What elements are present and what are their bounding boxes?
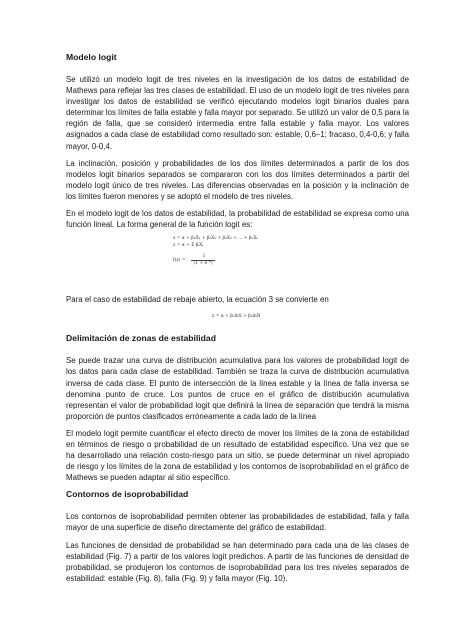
- paragraph-5: Se puede trazar una curva de distribución acumulativa para los valores de probabilidad logit de los datos para cada clase de estabilidad. También se traza la curva de distribución acumulativa inversa de cada clase. El punto de intersección de la línea estable y la línea de falla inversa se denomina punto de cruce. Los puntos de cruce en el gráfico de distribución acumulativa representan el valor de probabilidad logit que definirá la línea de separación que tendrá la misma proporción de puntos clasificados erróneamente a cada lado de la línea: [66, 356, 409, 421]
- paragraph-8: Las funciones de densidad de probabilidad se han determinado para cada una de las clases de estabilidad (Fig. 7) a partir de los valores logit predichos. A partir de las funciones de densidad de probabilidad, se produjeron los contornos de isoprobabilidad para los tres niveles separados de estabilidad: estable (Fig. 8), falla (Fig. 9) y falla mayor (Fig. 10).: [66, 540, 409, 583]
- formula-sum-z: z = α + Σ βᵢXᵢ: [173, 243, 204, 249]
- document-body: [66, 52, 409, 590]
- formula-equation-3: z = α + β₁lnS + β₂lnN: [212, 314, 261, 320]
- formula-f-numerator: 1: [202, 254, 206, 260]
- logit-formula-block: [66, 236, 409, 294]
- equation-3-block: [66, 311, 409, 325]
- formula-linear-z: z = α + β₁X₁ + β₂X₂ + β₃X₃ + ... + βₙXₙ: [173, 236, 259, 242]
- section-title-contornos: Contornos de isoprobabilidad: [66, 489, 189, 500]
- paragraph-3: En el modelo logit de los datos de estabilidad, la probabilidad de estabilidad se expresa como una función lineal. La forma general de la función logit es:: [66, 209, 409, 230]
- formula-f-lhs: f(z) =: [173, 258, 186, 264]
- paragraph-7: Los contornos de isoprobabilidad permiten obtener las probabilidades de estabilidad, falla y falla mayor de una superficie de diseño directamente del gráfico de estabilidad.: [66, 512, 409, 533]
- paragraph-6: El modelo logit permite cuantificar el efecto directo de mover los límites de la zona de estabilidad en términos de riesgo o probabilidad de un resultado de estabilidad específico. Una vez que se ha desarrollado una relación costo-riesgo para un sitio, se puede determinar un nivel apropiado de riesgo y los límites de la zona de estabilidad y los contornos de isoprobabilidad en el gráfico de Mathews se pueden adaptar al sitio específico.: [66, 428, 410, 483]
- section-title-delimitacion: Delimitación de zonas de estabilidad: [66, 333, 216, 344]
- formula-f-denominator: (1 + e⁻ᶻ): [193, 261, 213, 267]
- paragraph-2: La inclinación, posición y probabilidades de los dos límites determinados a partir de los dos modelos logit binarios separados se compararon con los dos límites determinados a partir del modelo logit único de tres niveles. Las diferencias observadas en la posición y la inclinación de los límites fueron menores y se adoptó el modelo de tres niveles.: [66, 158, 409, 201]
- paragraph-1: Se utilizó un modelo logit de tres niveles en la investigación de los datos de estabilidad de Mathews para reflejar las tres clases de estabilidad. El uso de un modelo logit de tres niveles para investigar los datos de estabilidad se verificó ejecutando modelos logit binarios duales para determinar los límites de falla estable y falla mayor por separado. Se utilizó un valor de 0,5 para la región de falla, que se consideró intermedia entre falla estable y falla mayor. Los valores asignados a cada clase de estabilidad como resultado son: estable, 0,6–1; fracaso, 0,4-0,6; y falla mayor, 0-0,4.: [66, 75, 409, 151]
- section-title-modelo-logit: Modelo logit: [66, 52, 117, 62]
- paragraph-4: Para el caso de estabilidad de rebaje abierto, la ecuación 3 se convierte en: [66, 295, 329, 305]
